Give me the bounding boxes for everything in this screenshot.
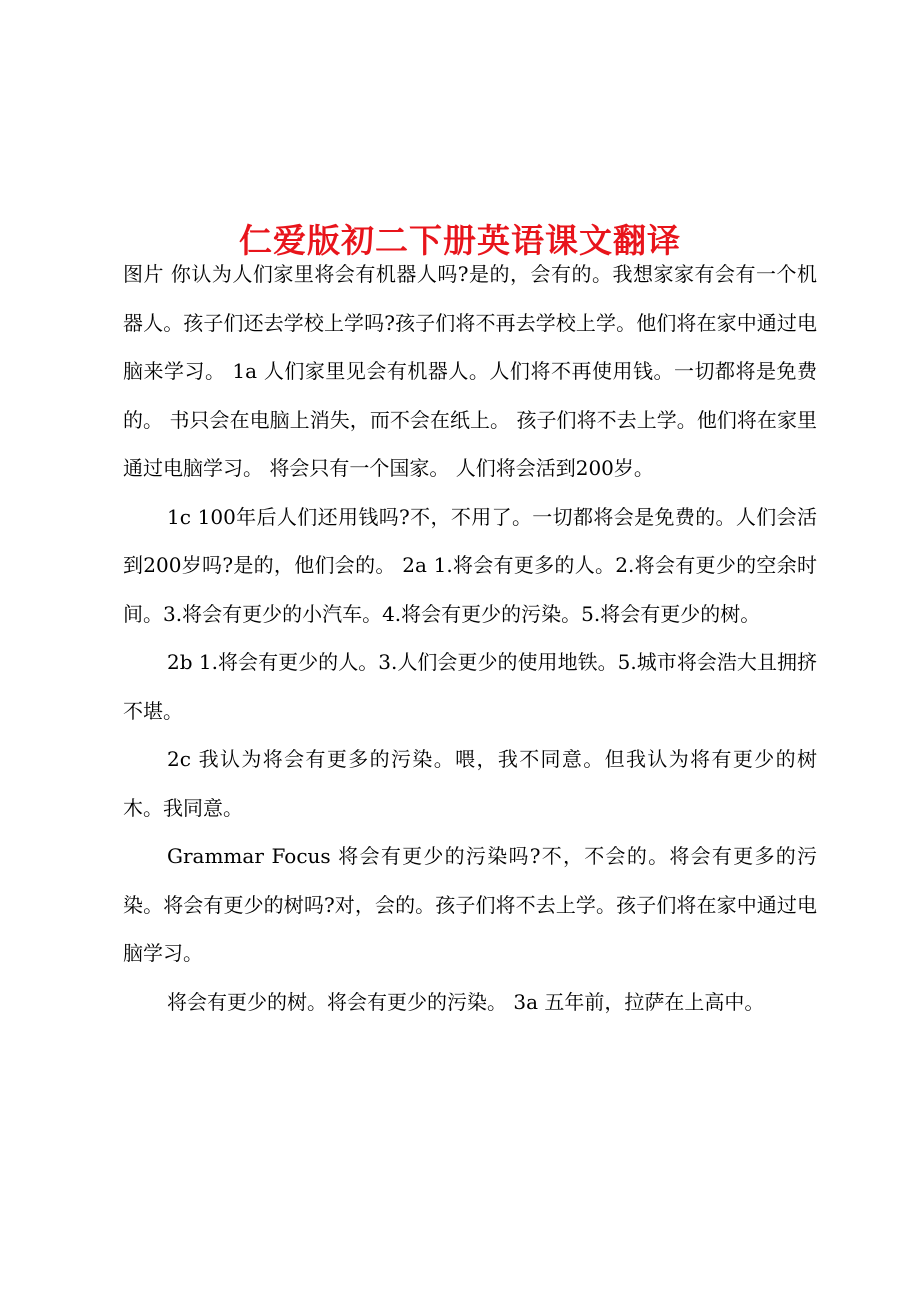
paragraph-4: 2c 我认为将会有更多的污染。喂，我不同意。但我认为将有更少的树木。我同意。 — [123, 747, 817, 820]
paragraph-2: 1c 100年后人们还用钱吗?不，不用了。一切都将会是免费的。人们会活到200岁吗?是的，他们会的。 2a 1.将会有更多的人。2.将会有更少的空余时间。3.将会有更少的小汽车。4.将会有更少的污染。5.将会有更少的树。 — [123, 504, 817, 626]
paragraph-1: 图片 你认为人们家里将会有机器人吗?是的，会有的。我想家家有会有一个机器人。孩子们还去学校上学吗?孩子们将不再去学校上学。他们将在家中通过电脑来学习。 1a 人们家里见会有机器人。人们将不再使用钱。一切都将是免费的。 书只会在电脑上消失，而不会在纸上。 孩子们将不去上学。他们将在家里通过电脑学习。 将会只有一个国家。 人们将会活到200岁。 — [123, 262, 817, 480]
paragraph-3: 2b 1.将会有更少的人。3.人们会更少的使用地铁。5.城市将会浩大且拥挤不堪。 — [123, 650, 817, 723]
document-title: 仁爱版初二下册英语课文翻译 — [239, 221, 681, 261]
paragraph-6: 将会有更少的树。将会有更少的污染。 3a 五年前，拉萨在上高中。 — [167, 989, 765, 1014]
paragraph-5: Grammar Focus 将会有更少的污染吗?不，不会的。将会有更多的污染。将会有更少的树吗?对，会的。孩子们将不去上学。孩子们将在家中通过电脑学习。 — [123, 844, 817, 965]
document-body — [123, 250, 817, 1026]
